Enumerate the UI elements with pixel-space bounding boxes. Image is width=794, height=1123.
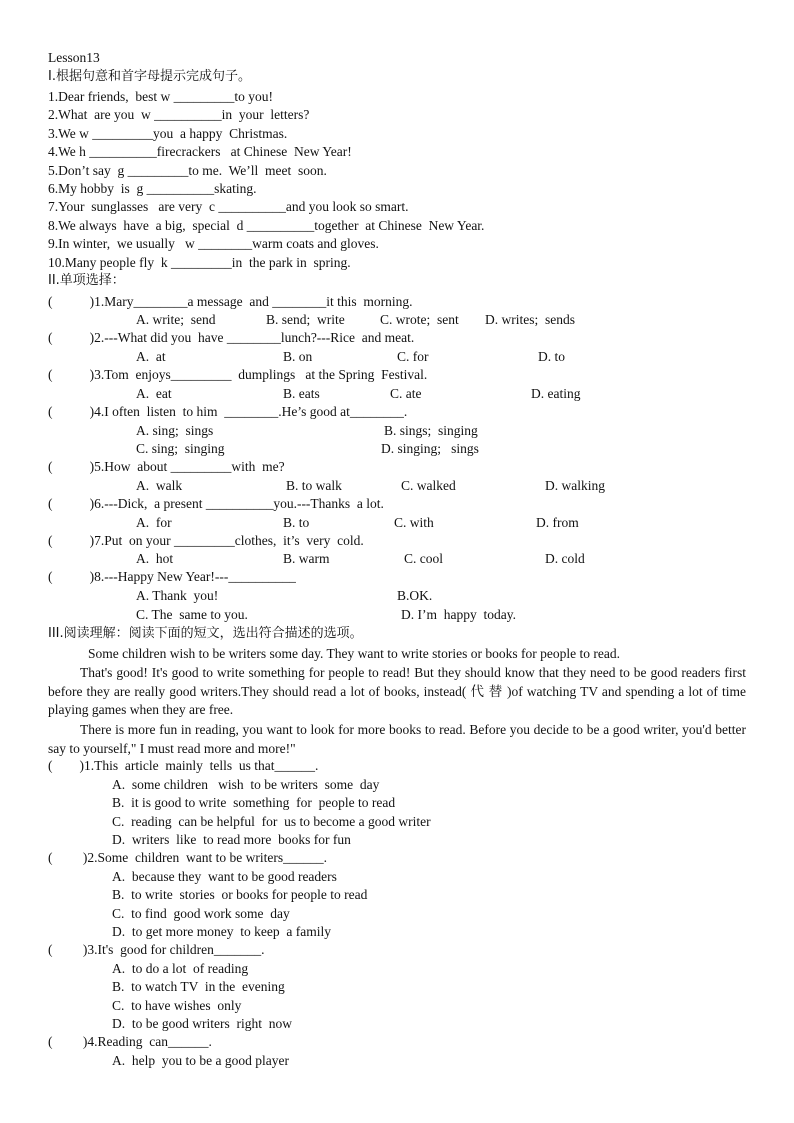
fill-blank-item: 6.My hobby is g __________skating. bbox=[48, 181, 257, 196]
mc-option: A. eat bbox=[136, 386, 172, 401]
mc-option: B. to walk bbox=[286, 478, 342, 493]
fill-blank-item: 10.Many people fly k _________in the park in spring. bbox=[48, 255, 351, 270]
section1-heading: I.根据句意和首字母提示完成句子。 bbox=[48, 69, 251, 84]
mc-question-stem: ( )8.---Happy New Year!---__________ bbox=[48, 569, 296, 584]
mc-option: D. writes; sends bbox=[485, 312, 575, 327]
reading-option: B. to watch TV in the evening bbox=[112, 979, 285, 994]
mc-option: C. walked bbox=[401, 478, 456, 493]
mc-question-stem: ( )1.Mary________a message and ________it this morning. bbox=[48, 294, 413, 309]
mc-option: D. singing; sings bbox=[381, 441, 479, 456]
fill-blank-item: 9.In winter, we usually w ________warm coats and gloves. bbox=[48, 236, 379, 251]
fill-blank-item: 7.Your sunglasses are very c __________and you look so smart. bbox=[48, 199, 409, 214]
mc-option: B. warm bbox=[283, 551, 330, 566]
reading-paragraph: There is more fun in reading, you want to look for more books to read. Before you decide to be a good writer, you'd better say to yourself," I must read more and more!" bbox=[48, 722, 746, 756]
reading-option: A. because they want to be good readers bbox=[112, 869, 337, 884]
reading-option: B. to write stories or books for people to read bbox=[112, 887, 368, 902]
mc-question-stem: ( )5.How about _________with me? bbox=[48, 459, 285, 474]
mc-option: D. to bbox=[538, 349, 565, 364]
fill-blank-item: 4.We h __________firecrackers at Chinese New Year! bbox=[48, 144, 352, 159]
fill-blank-item: 5.Don’t say g _________to me. We’ll meet soon. bbox=[48, 163, 327, 178]
mc-option: A. for bbox=[136, 515, 172, 530]
mc-option: A. walk bbox=[136, 478, 183, 493]
reading-question-stem: ( )2.Some children want to be writers______. bbox=[48, 850, 327, 865]
mc-option: B.OK. bbox=[397, 588, 433, 603]
fill-blank-item: 3.We w _________you a happy Christmas. bbox=[48, 126, 288, 141]
mc-option: C. cool bbox=[404, 551, 443, 566]
reading-option: B. it is good to write something for people to read bbox=[112, 795, 396, 810]
reading-paragraph: That's good! It's good to write something for people to read! But they should know that they need to be good readers first before they are really good writers.They should read a lot of books, instead( 代 替 )of watching TV and spending a lot of time playing games when they are free. bbox=[48, 665, 746, 717]
reading-question-stem: ( )4.Reading can______. bbox=[48, 1034, 212, 1049]
mc-question-stem: ( )3.Tom enjoys_________ dumplings at the Spring Festival. bbox=[48, 367, 428, 382]
mc-option: A. hot bbox=[136, 551, 174, 566]
mc-option: A. write; send bbox=[136, 312, 216, 327]
mc-option: A. at bbox=[136, 349, 166, 364]
mc-question-stem: ( )7.Put on your _________clothes, it’s very cold. bbox=[48, 533, 364, 548]
mc-option: B. on bbox=[283, 349, 313, 364]
section3-heading: III.阅读理解：阅读下面的短文，选出符合描述的选项。 bbox=[48, 626, 363, 641]
lesson-title: Lesson13 bbox=[48, 50, 100, 65]
mc-option: C. ate bbox=[390, 386, 422, 401]
reading-option: D. writers like to read more books for fun bbox=[112, 832, 351, 847]
mc-option: D. eating bbox=[531, 386, 581, 401]
reading-option: C. to have wishes only bbox=[112, 998, 242, 1013]
reading-option: A. some children wish to be writers some day bbox=[112, 777, 380, 792]
reading-question-stem: ( )1.This article mainly tells us that______. bbox=[48, 758, 319, 773]
reading-option: A. to do a lot of reading bbox=[112, 961, 249, 976]
mc-option: B. send; write bbox=[266, 312, 345, 327]
mc-option: C. with bbox=[394, 515, 434, 530]
reading-option: C. reading can be helpful for us to become a good writer bbox=[112, 814, 431, 829]
reading-paragraph: Some children wish to be writers some day. They want to write stories or books for people to read. bbox=[88, 646, 621, 661]
fill-blank-item: 1.Dear friends, best w _________to you! bbox=[48, 89, 273, 104]
mc-option: B. eats bbox=[283, 386, 320, 401]
mc-question-stem: ( )2.---What did you have ________lunch?---Rice and meat. bbox=[48, 330, 415, 345]
reading-option: C. to find good work some day bbox=[112, 906, 290, 921]
mc-option: D. from bbox=[536, 515, 579, 530]
mc-option: C. for bbox=[397, 349, 429, 364]
mc-question-stem: ( )4.I often listen to him ________.He’s good at________. bbox=[48, 404, 408, 419]
mc-option: C. The same to you. bbox=[136, 607, 248, 622]
mc-option: D. I’m happy today. bbox=[401, 607, 516, 622]
mc-option: D. cold bbox=[545, 551, 585, 566]
reading-option: D. to be good writers right now bbox=[112, 1016, 292, 1031]
fill-blank-item: 8.We always have a big, special d __________together at Chinese New Year. bbox=[48, 218, 485, 233]
fill-blank-item: 2.What are you w __________in your letters? bbox=[48, 107, 310, 122]
mc-option: D. walking bbox=[545, 478, 605, 493]
section2-heading: II.单项选择： bbox=[48, 273, 125, 288]
mc-option: A. sing; sings bbox=[136, 423, 214, 438]
mc-option: C. sing; singing bbox=[136, 441, 225, 456]
mc-option: A. Thank you! bbox=[136, 588, 219, 603]
mc-option: B. to bbox=[283, 515, 310, 530]
reading-option: A. help you to be a good player bbox=[112, 1053, 289, 1068]
reading-question-stem: ( )3.It's good for children_______. bbox=[48, 942, 265, 957]
reading-option: D. to get more money to keep a family bbox=[112, 924, 331, 939]
mc-option: C. wrote; sent bbox=[380, 312, 459, 327]
mc-question-stem: ( )6.---Dick, a present __________you.---Thanks a lot. bbox=[48, 496, 384, 511]
mc-option: B. sings; singing bbox=[384, 423, 478, 438]
